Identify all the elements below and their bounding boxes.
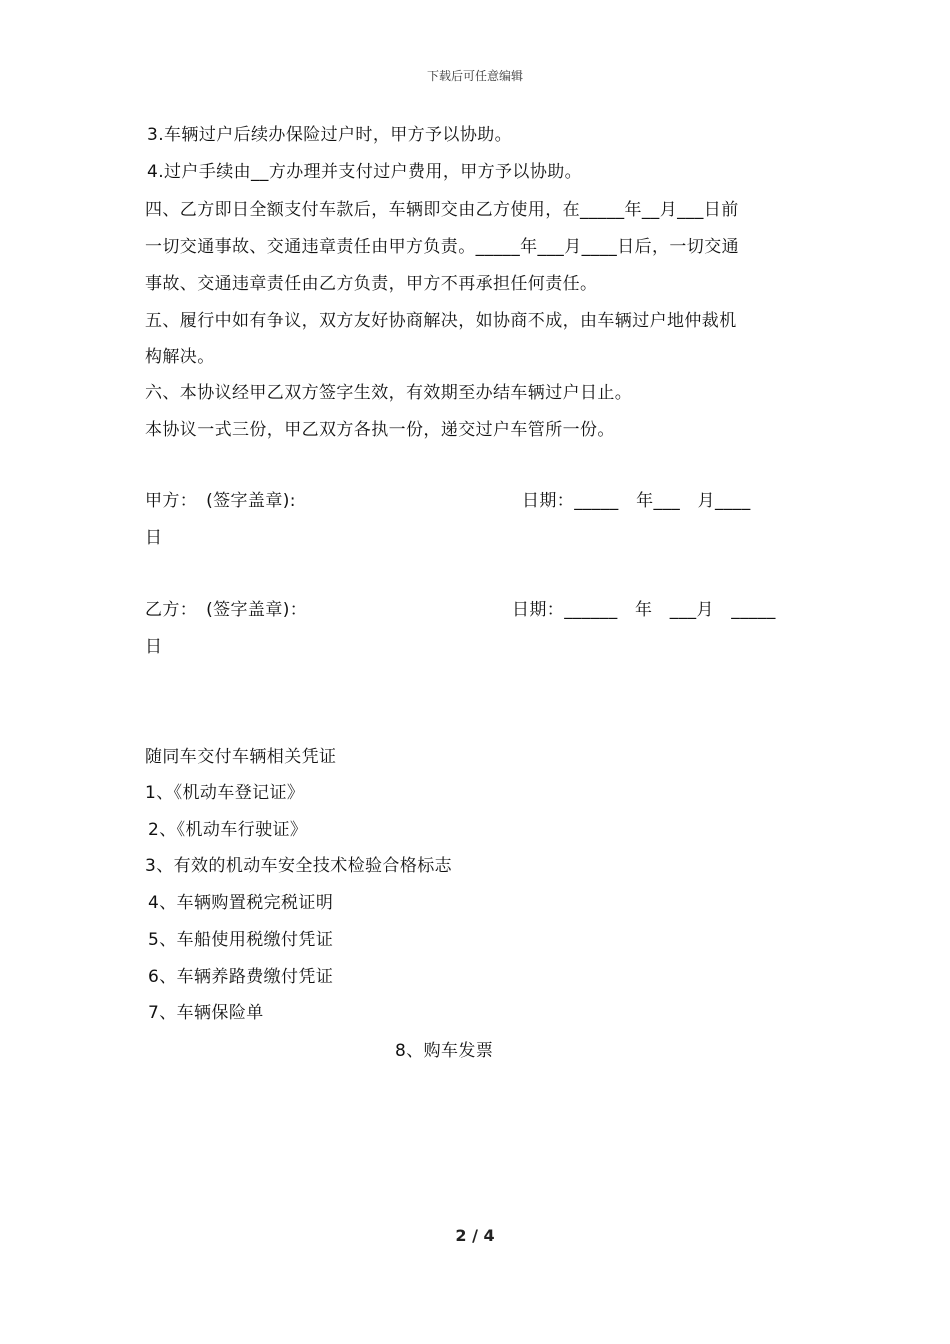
document-item: 7、车辆保险单 [148,1003,264,1023]
clause-five-line-1: 五、履行中如有争议，双方友好协商解决，如协商不成，由车辆过户地仲裁机 [145,311,737,331]
party-b-label: 乙方： (签字盖章)： [145,600,308,620]
clause-4: 4.过户手续由__方办理并支付过户费用，甲方予以协助。 [147,162,583,182]
documents-title: 随同车交付车辆相关凭证 [145,747,337,767]
document-item: 5、车船使用税缴付凭证 [148,930,334,950]
document-item: 2、《机动车行驶证》 [148,820,308,840]
document-item: 3、有效的机动车安全技术检验合格标志 [145,856,453,876]
clause-five-line-2: 构解决。 [145,347,215,367]
document-item: 6、车辆养路费缴付凭证 [148,967,334,987]
party-b-day: 日 [145,637,163,657]
party-b-date: 日期：______ 年 ___月 _____ [512,600,776,620]
header-note: 下载后可任意编辑 [426,69,523,83]
document-item: 8、购车发票 [395,1041,494,1061]
clause-four-line-2: 一切交通事故、交通违章责任由甲方负责。_____年___月____日后，一切交通 [145,237,739,257]
copies-clause: 本协议一式三份，甲乙双方各执一份，递交过户车管所一份。 [145,420,615,440]
party-a-date: 日期：_____ 年___ 月____ [522,491,751,511]
clause-3: 3.车辆过户后续办保险过户时，甲方予以协助。 [147,125,513,145]
party-a-label: 甲方： (签字盖章): [145,491,296,511]
clause-four-line-1: 四、乙方即日全额支付车款后，车辆即交由乙方使用，在_____年__月___日前 [145,200,739,220]
page-number: 2 / 4 [455,1226,495,1245]
party-a-day: 日 [145,528,163,548]
document-item: 4、车辆购置税完税证明 [148,893,334,913]
clause-six: 六、本协议经甲乙双方签字生效，有效期至办结车辆过户日止。 [145,383,633,403]
clause-four-line-3: 事故、交通违章责任由乙方负责，甲方不再承担任何责任。 [145,274,598,294]
document-item: 1、《机动车登记证》 [145,783,305,803]
